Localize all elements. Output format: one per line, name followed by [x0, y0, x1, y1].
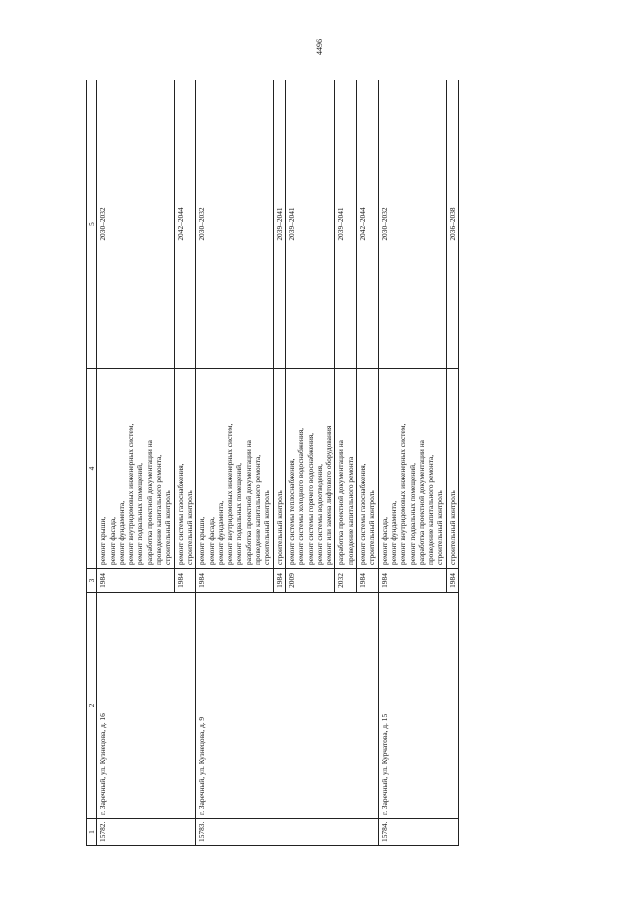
work-item: проведение капитального ремонта, [426, 454, 436, 565]
period-cell: 2042–2044 [174, 80, 196, 369]
page-number: 4496 [315, 39, 324, 55]
work-item: ремонт системы газоснабжения, [358, 463, 368, 565]
period-cell: 2030–2032 [378, 80, 446, 369]
work-item: ремонт системы теплоснабжения, [286, 458, 296, 565]
header-col-1: 1 [87, 819, 97, 846]
table-row [378, 80, 446, 846]
work-item: ремонт подвальных помещений, [135, 463, 145, 565]
period-cell: 2042–2044 [357, 80, 379, 369]
works-cell [285, 369, 334, 569]
work-item: ремонт фасада, [107, 517, 117, 565]
work-item: строительный контроль [262, 490, 272, 565]
work-item: ремонт или замена лифтового оборудования [324, 425, 334, 565]
period-cell: 2039–2041 [273, 80, 285, 369]
work-item: строительный контроль [184, 490, 194, 565]
work-item: проведение капитального ремонта, [253, 454, 263, 565]
works-cell [335, 369, 357, 569]
work-item: ремонт подвальных помещений, [407, 463, 417, 565]
period-cell: 2030–2032 [196, 80, 273, 369]
year-cell: 1984 [273, 569, 285, 593]
work-item: строительный контроль [435, 490, 445, 565]
table-body [97, 80, 459, 846]
work-item: ремонт фундамента, [215, 500, 225, 565]
works-cell [446, 369, 458, 569]
rotated-table-sheet [86, 80, 539, 846]
row-number: 15782. [97, 819, 196, 846]
year-cell: 1984 [446, 569, 458, 593]
year-cell: 1984 [378, 569, 446, 593]
work-item: строительный контроль [163, 490, 173, 565]
works-cell [174, 369, 196, 569]
work-item: ремонт внутридомовых инженерных систем, [398, 423, 408, 565]
work-item: ремонт подвальных помещений, [234, 463, 244, 565]
row-number: 15783. [196, 819, 378, 846]
work-item: разработка проектной документации на [336, 440, 346, 565]
header-col-5: 5 [87, 80, 97, 369]
work-item: ремонт внутридомовых инженерных систем, [126, 423, 136, 565]
work-item: ремонт фундамента, [388, 500, 398, 565]
building-address: г. Заречный, ул. Курчатова, д. 15 [378, 593, 458, 819]
header-col-2: 2 [87, 593, 97, 819]
header-col-4: 4 [87, 369, 97, 569]
work-item: ремонт фасада, [206, 517, 216, 565]
header-row [87, 80, 97, 846]
work-item: ремонт внутридомовых инженерных систем, [225, 423, 235, 565]
work-item: ремонт крыши, [98, 516, 108, 565]
works-cell [196, 369, 273, 569]
row-number: 15784. [378, 819, 458, 846]
year-cell: 1984 [357, 569, 379, 593]
work-item: разработка проектной документации на [144, 440, 154, 565]
year-cell: 2032 [335, 569, 357, 593]
period-cell: 2030–2032 [97, 80, 174, 369]
year-cell: 2009 [285, 569, 334, 593]
work-item: разработка проектной документации на [243, 440, 253, 565]
work-item: ремонт системы холодного водоснабжения, [296, 428, 306, 565]
works-cell [273, 369, 285, 569]
work-item: ремонт крыши, [197, 516, 207, 565]
works-cell [357, 369, 379, 569]
work-item: разработка проектной документации на [416, 440, 426, 565]
period-cell: 2039–2041 [335, 80, 357, 369]
repair-schedule-table [86, 80, 459, 846]
year-cell: 1984 [196, 569, 273, 593]
works-cell [378, 369, 446, 569]
work-item: ремонт фундамента, [116, 500, 126, 565]
table-row [196, 80, 273, 846]
header-col-3: 3 [87, 569, 97, 593]
work-item: ремонт системы горячего водоснабжения, [305, 432, 315, 565]
work-item: проведение капитального ремонта [345, 456, 355, 565]
work-item: строительный контроль [274, 490, 284, 565]
building-address: г. Заречный, ул. Кузнецова, д. 9 [196, 593, 378, 819]
work-item: строительный контроль [367, 490, 377, 565]
work-item: ремонт системы водоотведения, [314, 464, 324, 565]
period-cell: 2039–2041 [285, 80, 334, 369]
work-item: ремонт системы газоснабжения, [175, 463, 185, 565]
work-item: ремонт фасада, [379, 517, 389, 565]
table-wrapper [86, 80, 539, 846]
table-row [97, 80, 174, 846]
work-item: строительный контроль [447, 490, 457, 565]
building-address: г. Заречный, ул. Кузнецова, д. 16 [97, 593, 196, 819]
period-cell: 2036–2038 [446, 80, 458, 369]
work-item: проведение капитального ремонта, [154, 454, 164, 565]
year-cell: 1984 [174, 569, 196, 593]
year-cell: 1984 [97, 569, 174, 593]
works-cell [97, 369, 174, 569]
